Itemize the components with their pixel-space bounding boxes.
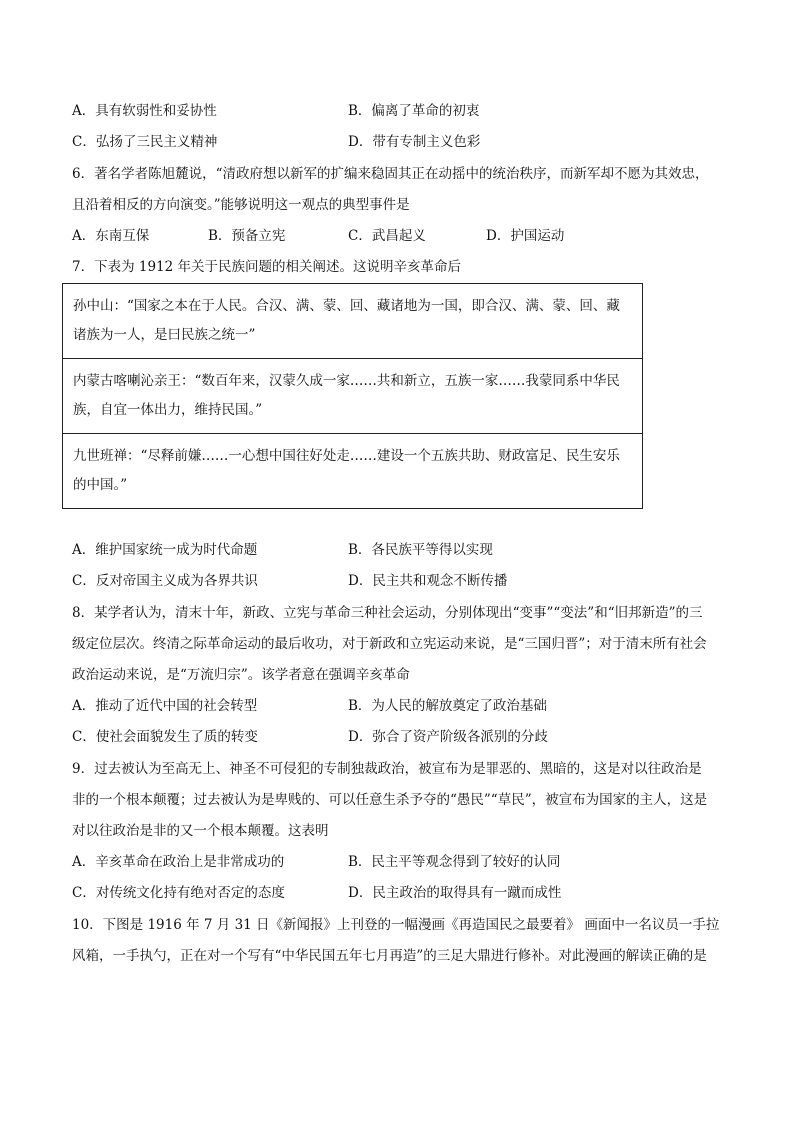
q7-option-b: B．各民族平等得以实现 (348, 542, 493, 558)
q7-option-a: A．维护国家统一成为时代命题 (72, 542, 258, 558)
quote-line: 内蒙古喀喇沁亲王：“数百年来，汉蒙久成一家……共和新立，五族一家……我蒙同系中华民 (73, 373, 620, 389)
quote-cell-harqin-prince (63, 359, 643, 434)
quote-line: 族，自宜一体出力，维持民国。” (73, 402, 263, 418)
q10-stem-line-2: 风箱，一手执勺，正在对一个写有“中华民国五年七月再造”的三足大鼎进行修补。对此漫画的解读正确的是 (72, 948, 707, 964)
table-row (63, 284, 643, 359)
q9-option-c: C．对传统文化持有绝对否定的态度 (72, 885, 285, 901)
q6-stem-line-1: 6．著名学者陈旭麓说，“清政府想以新军的扩编来稳固其正在动摇中的统治秩序，而新军却不愿为其效忠， (72, 166, 709, 182)
table-row (63, 434, 643, 509)
q6-option-d: D．护国运动 (486, 228, 565, 244)
table-row (63, 359, 643, 434)
quote-table (62, 283, 643, 509)
q6-stem-line-2: 且沿着相反的方向演变。”能够说明这一观点的典型事件是 (72, 197, 410, 213)
q8-stem-line-2: 级定位层次。终清之际革命运动的最后收功，对于新政和立宪运动来说，是“三国归晋”；对于清末所有社会 (72, 636, 707, 652)
q8-stem-line-3: 政治运动来说，是“万流归宗”。该学者意在强调辛亥革命 (72, 667, 410, 683)
q5-option-a: A．具有软弱性和妥协性 (72, 103, 217, 119)
quote-line: 的中国。” (73, 477, 128, 493)
quote-line: 诸族为一人，是曰民族之统一” (73, 327, 256, 343)
q5-option-c: C．弘扬了三民主义精神 (72, 134, 218, 150)
quote-line: 九世班禅：“尽释前嫌……一心想中国往好处走……建设一个五族共助、财政富足、民生安乐 (73, 448, 620, 464)
quote-line: 孙中山：“国家之本在于人民。合汉、满、蒙、回、藏诸地为一国，即合汉、满、蒙、回、藏 (73, 298, 620, 314)
q6-option-a: A．东南互保 (72, 228, 150, 244)
q8-option-b: B．为人民的解放奠定了政治基础 (348, 698, 547, 714)
q5-option-b: B．偏离了革命的初衷 (348, 103, 480, 119)
q9-stem-line-1: 9．过去被认为至高无上、神圣不可侵犯的专制独裁政治，被宣布为是罪恶的、黑暗的，这是对以往政治是 (72, 761, 702, 777)
q9-option-d: D．民主政治的取得具有一蹴而成性 (348, 885, 562, 901)
q8-option-d: D．弥合了资产阶级各派别的分歧 (348, 729, 548, 745)
q6-option-c: C．武昌起义 (348, 228, 426, 244)
q7-stem: 7．下表为 1912 年关于民族问题的相关阐述。这说明辛亥革命后 (72, 259, 462, 275)
q9-option-a: A．辛亥革命在政治上是非常成功的 (72, 854, 285, 870)
q10-stem-line-1: 10．下图是 1916 年 7 月 31 日《新闻报》上刊登的一幅漫画《再造国民之最要着》 画面中一名议员一手拉 (72, 917, 720, 933)
q8-option-c: C．使社会面貌发生了质的转变 (72, 729, 258, 745)
quote-cell-sun-yat-sen (63, 284, 643, 359)
q9-stem-line-2: 非的一个根本颠覆；过去被认为是卑贱的、可以任意生杀予夺的“愚民”“草民”，被宣布为国家的主人，这是 (72, 792, 708, 808)
quote-cell-panchen-lama (63, 434, 643, 509)
q9-option-b: B．民主平等观念得到了较好的认同 (348, 854, 561, 870)
q7-option-c: C．反对帝国主义成为各界共识 (72, 573, 258, 589)
q8-option-a: A．推动了近代中国的社会转型 (72, 698, 258, 714)
q8-stem-line-1: 8．某学者认为，清末十年，新政、立宪与革命三种社会运动，分别体现出“变事”“变法”和“旧邦新造”的三 (72, 605, 703, 621)
q7-option-d: D．民主共和观念不断传播 (348, 573, 508, 589)
q5-option-d: D．带有专制主义色彩 (348, 134, 481, 150)
q9-stem-line-3: 对以往政治是非的又一个根本颠覆。这表明 (72, 823, 329, 839)
q6-option-b: B．预备立宪 (208, 228, 286, 244)
